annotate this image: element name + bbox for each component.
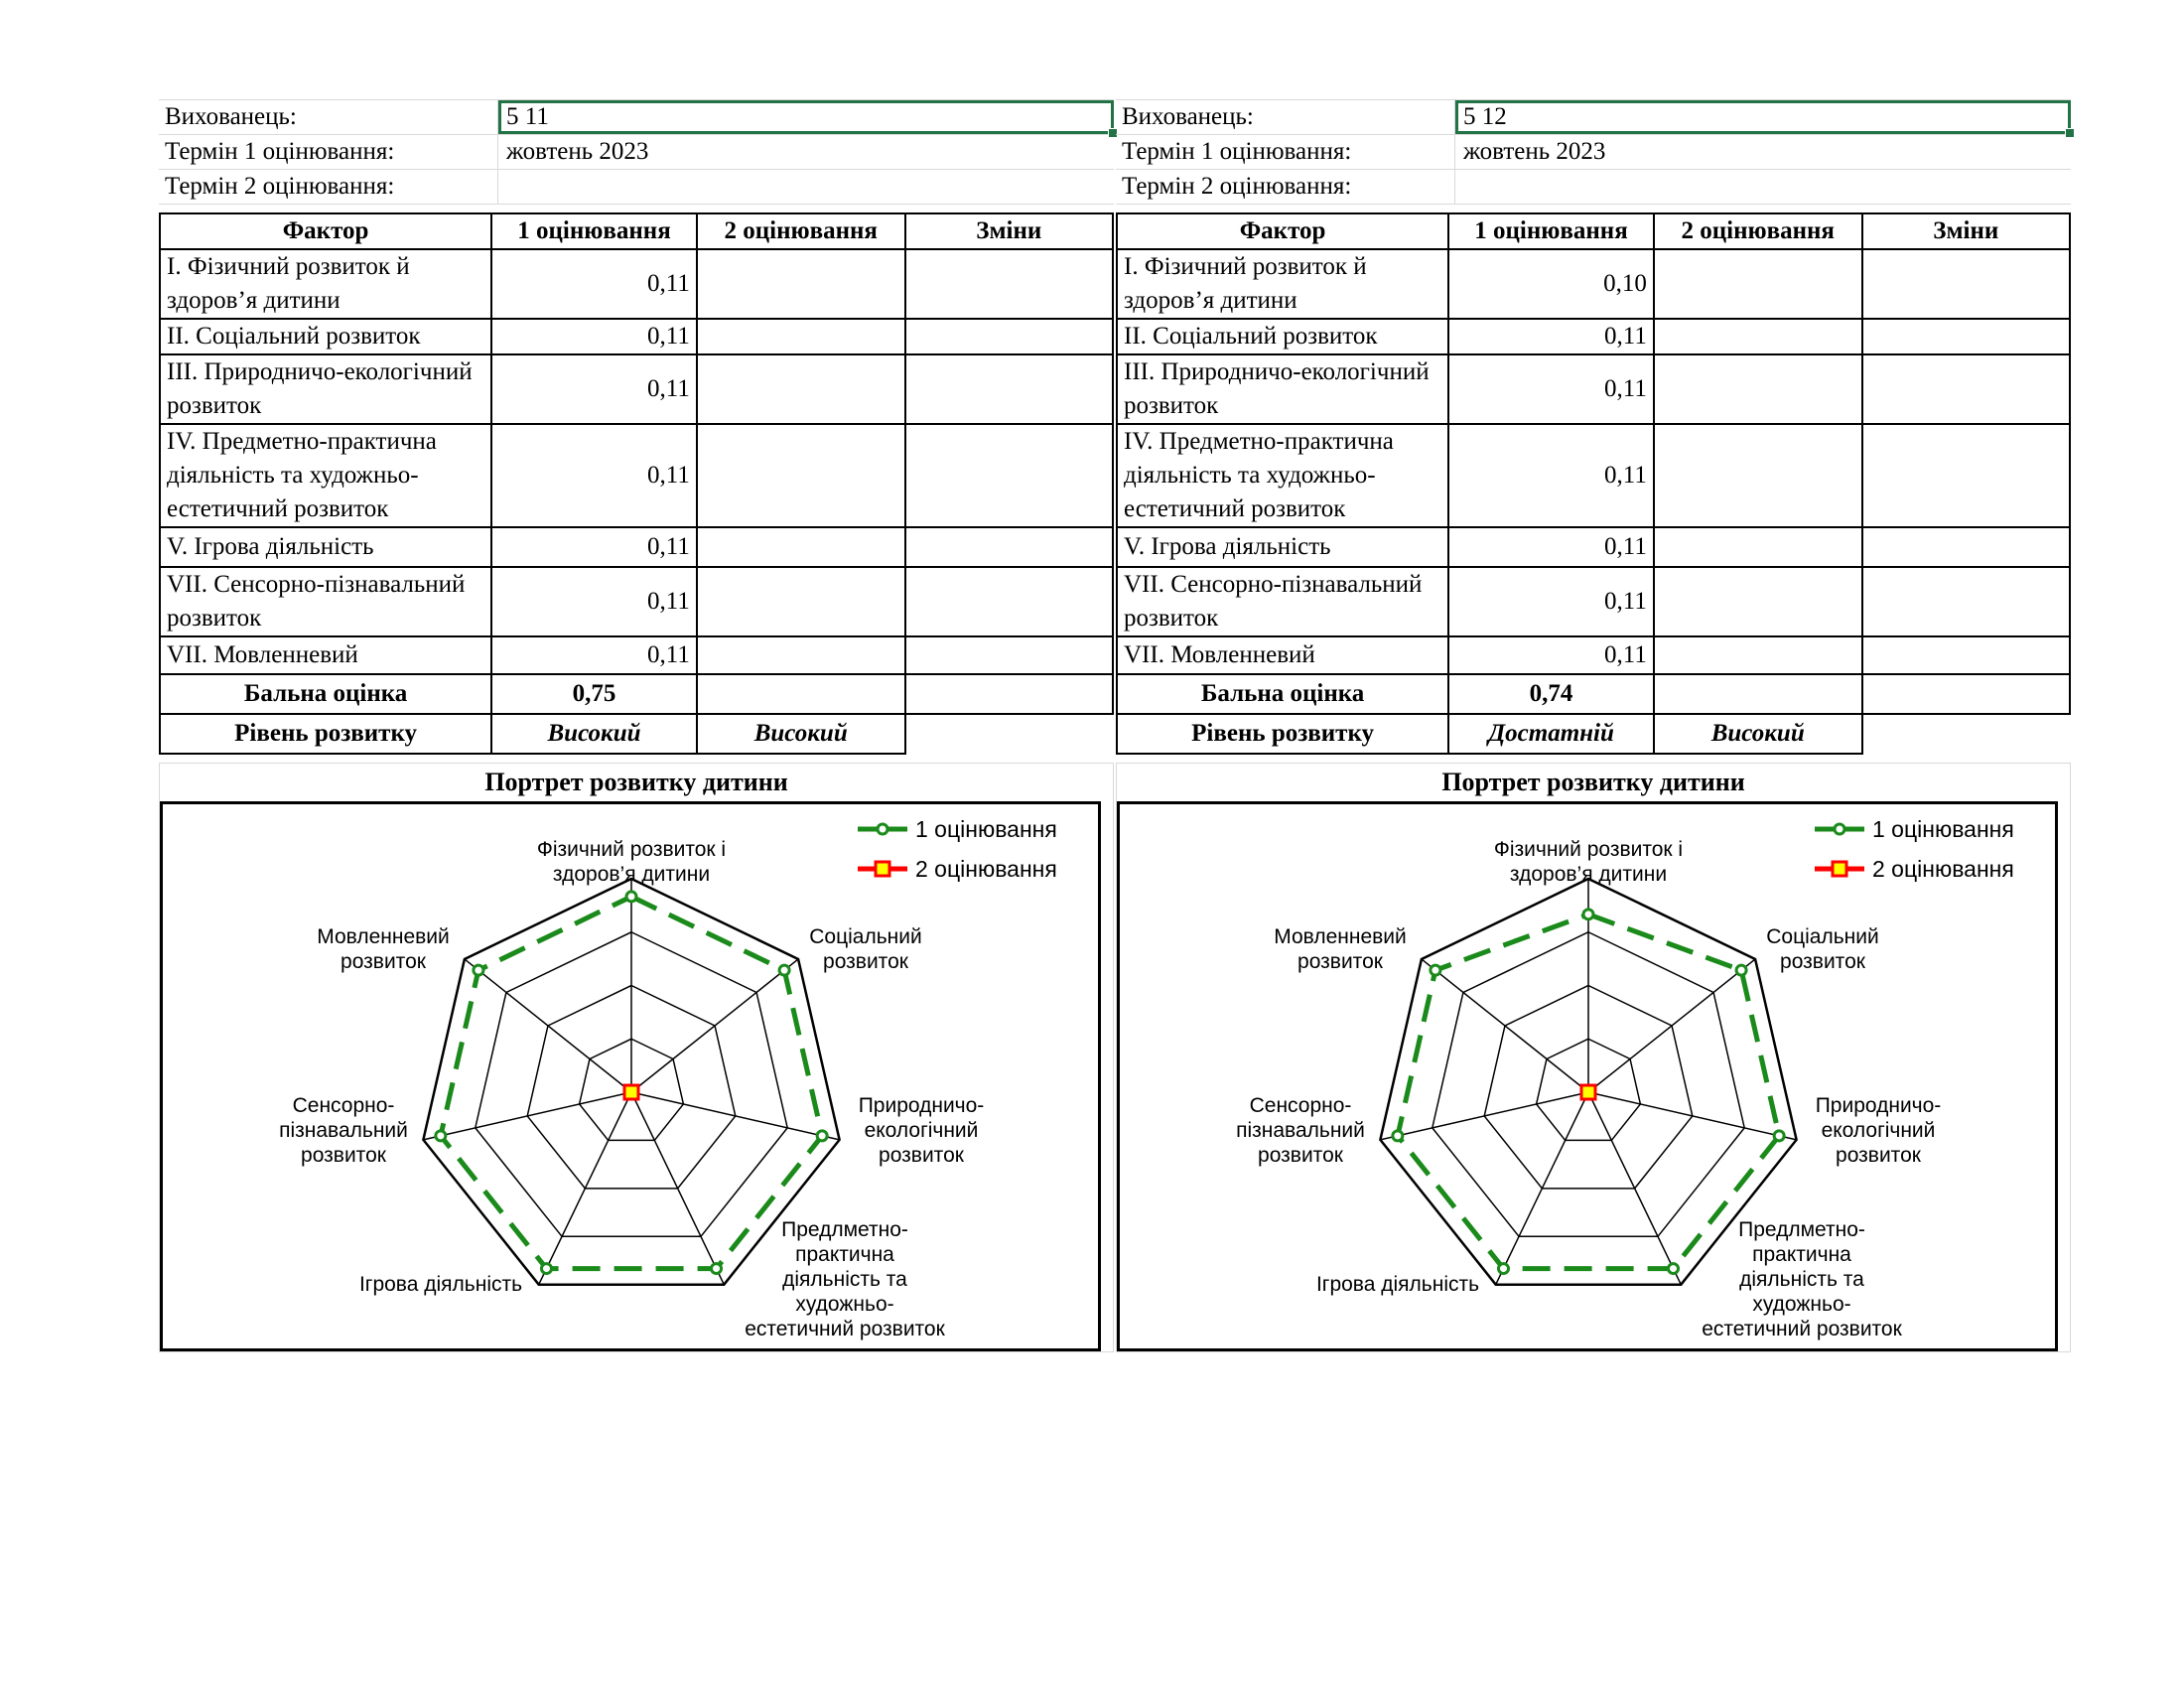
chart-area[interactable] — [160, 801, 1101, 1351]
score-eval2[interactable] — [697, 674, 905, 714]
score-label: Бальна оцінка — [160, 674, 491, 714]
factor-name: І. Фізичний розвиток й здоров’я дитини — [160, 249, 491, 319]
eval2-cell[interactable] — [697, 424, 905, 527]
factor-name: VІІ. Мовленневий — [1117, 636, 1448, 674]
axis-spoke — [1380, 1092, 1588, 1140]
factor-name: IV. Предметно-практична діяльність та художньо-естетичний розвиток — [160, 424, 491, 527]
eval2-cell[interactable] — [1654, 567, 1862, 636]
factor-name: VІІ. Сенсорно-пізнавальний розвиток — [1117, 567, 1448, 636]
axis-spoke — [631, 1092, 840, 1140]
col-factor: Фактор — [1117, 213, 1448, 249]
chart-area[interactable] — [1117, 801, 2058, 1351]
axis-label: Соціальний розвиток — [809, 925, 922, 973]
axis-spoke — [631, 959, 798, 1092]
series-1-point — [541, 1264, 551, 1274]
axis-label: Мовленневий розвиток — [317, 925, 450, 973]
eval1-cell[interactable]: 0,11 — [491, 567, 697, 636]
level-eval2[interactable]: Високий — [1654, 714, 1862, 754]
pupil-label: Вихованець: — [1116, 100, 1455, 134]
level-eval2[interactable]: Високий — [697, 714, 905, 754]
series-1-point — [779, 965, 789, 975]
chart-title: Портрет розвитку дитини — [484, 768, 788, 796]
eval1-cell[interactable]: 0,11 — [491, 249, 697, 319]
factor-table — [1116, 212, 2071, 755]
eval2-cell[interactable] — [697, 567, 905, 636]
radar-chart — [1120, 804, 2058, 1348]
term2-cell[interactable] — [1455, 170, 2071, 204]
factor-name: І. Фізичний розвиток й здоров’я дитини — [1117, 249, 1448, 319]
axis-label: Ігрова діяльність — [1315, 1273, 1480, 1296]
term1-label: Термін 1 оцінювання: — [1116, 135, 1455, 169]
legend-series-1-label: 1 оцінювання — [1872, 816, 2014, 842]
development-chart — [159, 763, 1114, 1352]
eval2-cell[interactable] — [1654, 249, 1862, 319]
changes-cell[interactable] — [1862, 249, 2070, 319]
axis-label: Ігрова діяльність — [358, 1273, 523, 1296]
series-1-point — [1393, 1131, 1403, 1141]
level-label: Рівень розвитку — [1117, 714, 1448, 754]
chart-title: Портрет розвитку дитини — [1441, 768, 1745, 796]
axis-label: Соціальний розвиток — [1766, 925, 1879, 973]
term2-label: Термін 2 оцінювання: — [1116, 170, 1455, 204]
factor-name: ІІ. Соціальний розвиток — [160, 319, 491, 354]
col-factor: Фактор — [160, 213, 491, 249]
axis-spoke — [1588, 959, 1755, 1092]
legend-series-1-marker — [878, 824, 887, 834]
term1-cell[interactable]: жовтень 2023 — [506, 138, 649, 165]
pupil-cell[interactable]: 5 12 — [1455, 100, 2071, 134]
col-eval2: 2 оцінювання — [697, 213, 905, 249]
score-eval2[interactable] — [1654, 674, 1862, 714]
pupil-info — [1116, 99, 2071, 205]
pupil-card-1 — [159, 99, 1114, 1352]
eval1-cell[interactable]: 0,11 — [1448, 424, 1654, 527]
axis-label: Сенсорно-пізнавальний розвиток — [279, 1094, 408, 1167]
changes-cell[interactable] — [1862, 424, 2070, 527]
eval2-cell[interactable] — [697, 354, 905, 424]
series-1-point — [474, 965, 483, 975]
changes-cell[interactable] — [905, 354, 1113, 424]
score-label: Бальна оцінка — [1117, 674, 1448, 714]
level-changes[interactable] — [905, 714, 1113, 754]
axis-spoke — [1422, 959, 1588, 1092]
pupil-info — [159, 99, 1114, 205]
radar-chart — [163, 804, 1101, 1348]
changes-cell[interactable] — [905, 636, 1113, 674]
eval1-cell[interactable]: 0,11 — [491, 319, 697, 354]
changes-cell[interactable] — [905, 249, 1113, 319]
changes-cell[interactable] — [905, 567, 1113, 636]
series-1-point — [436, 1131, 446, 1141]
eval1-cell[interactable]: 0,11 — [491, 636, 697, 674]
col-eval1: 1 оцінювання — [491, 213, 697, 249]
term2-cell[interactable] — [498, 170, 1114, 204]
eval1-cell[interactable]: 0,11 — [1448, 527, 1654, 567]
series-1-point — [712, 1264, 722, 1274]
level-changes[interactable] — [1862, 714, 2070, 754]
axis-spoke — [465, 959, 631, 1092]
axis-label: Природничо-екологічний розвиток — [1815, 1094, 1942, 1167]
eval2-cell[interactable] — [1654, 424, 1862, 527]
axis-label: Природничо-екологічний розвиток — [858, 1094, 985, 1167]
factor-name: V. Ігрова діяльність — [1117, 527, 1448, 567]
eval1-cell[interactable]: 0,11 — [1448, 636, 1654, 674]
score-value[interactable]: 0,74 — [1448, 674, 1654, 714]
score-changes[interactable] — [905, 674, 1113, 714]
series-1-point — [1583, 910, 1593, 919]
factor-name: VІІ. Мовленневий — [160, 636, 491, 674]
legend-series-1-label: 1 оцінювання — [915, 816, 1057, 842]
legend-series-2-marker — [876, 862, 889, 876]
score-value[interactable]: 0,75 — [491, 674, 697, 714]
changes-cell[interactable] — [905, 527, 1113, 567]
eval1-cell[interactable]: 0,11 — [1448, 319, 1654, 354]
series-1-point — [626, 892, 636, 902]
factor-name: VІІ. Сенсорно-пізнавальний розвиток — [160, 567, 491, 636]
changes-cell[interactable] — [1862, 567, 2070, 636]
axis-spoke — [423, 1092, 631, 1140]
eval1-cell[interactable]: 0,11 — [1448, 354, 1654, 424]
score-changes[interactable] — [1862, 674, 2070, 714]
legend-series-1-marker — [1835, 824, 1844, 834]
changes-cell[interactable] — [1862, 527, 2070, 567]
series-1-point — [817, 1131, 827, 1141]
axis-label: Предлметно-практична діяльність та художньо-естетичний розвиток — [745, 1218, 945, 1340]
eval1-cell[interactable]: 0,11 — [1448, 567, 1654, 636]
col-eval1: 1 оцінювання — [1448, 213, 1654, 249]
eval2-cell[interactable] — [1654, 354, 1862, 424]
eval1-cell[interactable]: 0,11 — [491, 424, 697, 527]
pupil-card-2 — [1116, 99, 2071, 1352]
axis-spoke — [1588, 1092, 1797, 1140]
development-chart — [1116, 763, 2071, 1352]
factor-name: IV. Предметно-практична діяльність та художньо-естетичний розвиток — [1117, 424, 1448, 527]
pupil-label: Вихованець: — [159, 100, 498, 134]
series-2-point — [624, 1085, 638, 1099]
factor-name: V. Ігрова діяльність — [160, 527, 491, 567]
factor-name: ІІІ. Природничо-екологічний розвиток — [160, 354, 491, 424]
eval2-cell[interactable] — [697, 319, 905, 354]
level-eval1[interactable]: Високий — [491, 714, 697, 754]
level-eval1[interactable]: Достатній — [1448, 714, 1654, 754]
series-2-point — [1581, 1085, 1595, 1099]
series-1-point — [1498, 1264, 1508, 1274]
eval1-cell[interactable]: 0,11 — [491, 354, 697, 424]
series-1-point — [1431, 965, 1440, 975]
changes-cell[interactable] — [1862, 354, 2070, 424]
eval2-cell[interactable] — [1654, 636, 1862, 674]
term2-label: Термін 2 оцінювання: — [159, 170, 498, 204]
axis-label: Мовленневий розвиток — [1274, 925, 1407, 973]
factor-name: ІІ. Соціальний розвиток — [1117, 319, 1448, 354]
pupil-cell[interactable]: 5 11 — [498, 100, 1114, 134]
col-changes: Зміни — [1862, 213, 2070, 249]
axis-label: Сенсорно-пізнавальний розвиток — [1236, 1094, 1365, 1167]
eval2-cell[interactable] — [697, 249, 905, 319]
changes-cell[interactable] — [1862, 636, 2070, 674]
eval2-cell[interactable] — [1654, 319, 1862, 354]
eval1-cell[interactable]: 0,11 — [491, 527, 697, 567]
level-label: Рівень розвитку — [160, 714, 491, 754]
factor-table — [159, 212, 1114, 755]
eval2-cell[interactable] — [1654, 527, 1862, 567]
term1-label: Термін 1 оцінювання: — [159, 135, 498, 169]
axis-label: Предлметно-практична діяльність та художньо-естетичний розвиток — [1702, 1218, 1902, 1340]
changes-cell[interactable] — [905, 319, 1113, 354]
axis-label: Фізичний розвиток і здоров’я дитини — [536, 838, 727, 886]
term1-cell[interactable]: жовтень 2023 — [1463, 138, 1606, 165]
series-1-point — [1669, 1264, 1679, 1274]
legend-series-2-marker — [1833, 862, 1846, 876]
factor-name: ІІІ. Природничо-екологічний розвиток — [1117, 354, 1448, 424]
eval2-cell[interactable] — [697, 636, 905, 674]
col-eval2: 2 оцінювання — [1654, 213, 1862, 249]
eval1-cell[interactable]: 0,10 — [1448, 249, 1654, 319]
col-changes: Зміни — [905, 213, 1113, 249]
series-1-point — [1736, 965, 1746, 975]
legend-series-2-label: 2 оцінювання — [915, 856, 1057, 882]
series-1-point — [1774, 1131, 1784, 1141]
legend-series-2-label: 2 оцінювання — [1872, 856, 2014, 882]
changes-cell[interactable] — [1862, 319, 2070, 354]
eval2-cell[interactable] — [697, 527, 905, 567]
changes-cell[interactable] — [905, 424, 1113, 527]
axis-label: Фізичний розвиток і здоров’я дитини — [1493, 838, 1684, 886]
